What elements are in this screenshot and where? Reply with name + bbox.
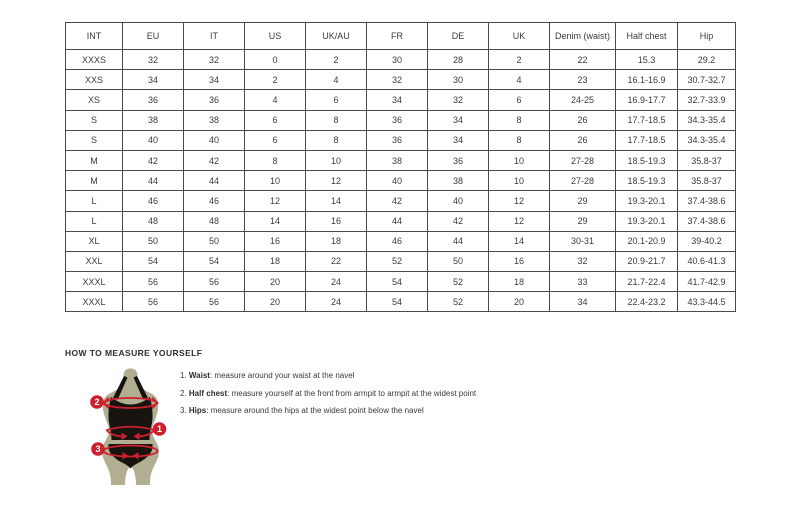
table-cell: 44	[123, 171, 184, 191]
table-row	[66, 70, 736, 90]
table-cell: 20	[245, 292, 306, 312]
size-chart-body	[66, 50, 736, 312]
badge-waist	[153, 422, 167, 436]
table-cell: 43.3-44.5	[678, 292, 736, 312]
table-cell: 18.5-19.3	[616, 150, 678, 170]
table-row	[66, 211, 736, 231]
table-cell: 14	[489, 231, 550, 251]
table-cell: 14	[306, 191, 367, 211]
table-cell: 12	[245, 191, 306, 211]
table-cell: 34	[123, 70, 184, 90]
table-cell: 29	[550, 191, 616, 211]
table-cell: 37.4-38.6	[678, 191, 736, 211]
table-cell: 50	[184, 231, 245, 251]
table-cell: 38	[123, 110, 184, 130]
item-text: : measure around your waist at the navel	[209, 371, 355, 380]
table-cell: 22.4-23.2	[616, 292, 678, 312]
table-cell: 16	[245, 231, 306, 251]
table-cell: 41.7-42.9	[678, 272, 736, 292]
table-row	[66, 130, 736, 150]
table-cell: 42	[184, 150, 245, 170]
table-cell: 24-25	[550, 90, 616, 110]
table-cell: 48	[123, 211, 184, 231]
table-cell: 56	[184, 272, 245, 292]
table-cell: 26	[550, 130, 616, 150]
table-row	[66, 90, 736, 110]
table-cell: 54	[123, 251, 184, 271]
table-cell: 42	[428, 211, 489, 231]
table-cell: 12	[489, 211, 550, 231]
item-label: Hips	[188, 406, 207, 415]
table-cell: 8	[489, 130, 550, 150]
table-cell: 52	[367, 251, 428, 271]
table-cell: M	[66, 150, 123, 170]
table-cell: 27-28	[550, 171, 616, 191]
table-row	[66, 231, 736, 251]
measure-instructions	[180, 371, 476, 424]
table-cell: 2	[306, 50, 367, 70]
table-cell: 33	[550, 272, 616, 292]
table-cell: 39-40.2	[678, 231, 736, 251]
table-cell: 18.5-19.3	[616, 171, 678, 191]
table-cell: 40	[428, 191, 489, 211]
column-header: DE	[428, 23, 489, 50]
table-cell: XXXS	[66, 50, 123, 70]
column-header: Half chest	[616, 23, 678, 50]
table-cell: 8	[245, 150, 306, 170]
badge-hips	[91, 442, 105, 456]
table-cell: 32	[428, 90, 489, 110]
table-cell: XS	[66, 90, 123, 110]
table-cell: 38	[428, 171, 489, 191]
table-cell: 8	[306, 110, 367, 130]
table-cell: 2	[489, 50, 550, 70]
svg-text:1: 1	[156, 424, 163, 435]
table-cell: L	[66, 211, 123, 231]
table-cell: 46	[184, 191, 245, 211]
table-cell: L	[66, 191, 123, 211]
table-row	[66, 150, 736, 170]
table-cell: 54	[367, 272, 428, 292]
table-cell: 34	[550, 292, 616, 312]
column-header: INT	[66, 23, 123, 50]
table-cell: 36	[367, 110, 428, 130]
table-cell: 32.7-33.9	[678, 90, 736, 110]
table-row	[66, 171, 736, 191]
table-cell: 37.4-38.6	[678, 211, 736, 231]
table-cell: 16.9-17.7	[616, 90, 678, 110]
table-cell: 44	[428, 231, 489, 251]
table-cell: 19.3-20.1	[616, 211, 678, 231]
table-cell: 2	[245, 70, 306, 90]
table-cell: 18	[489, 272, 550, 292]
column-header: US	[245, 23, 306, 50]
svg-text:2: 2	[94, 397, 100, 408]
measure-item-hips	[180, 406, 476, 415]
table-cell: 34	[428, 130, 489, 150]
item-label: Waist	[188, 371, 210, 380]
table-cell: 40	[184, 130, 245, 150]
table-cell: 34.3-35.4	[678, 110, 736, 130]
table-cell: 42	[123, 150, 184, 170]
table-cell: 18	[306, 231, 367, 251]
item-label: Half chest	[188, 388, 228, 398]
table-cell: 0	[245, 50, 306, 70]
table-cell: 32	[367, 70, 428, 90]
table-cell: 32	[184, 50, 245, 70]
table-cell: 6	[245, 130, 306, 150]
table-cell: XL	[66, 231, 123, 251]
table-cell: 12	[489, 191, 550, 211]
table-cell: 38	[184, 110, 245, 130]
table-row	[66, 292, 736, 312]
measure-item-half-chest	[180, 389, 476, 398]
table-row	[66, 50, 736, 70]
table-cell: 24	[306, 292, 367, 312]
table-cell: 20	[245, 272, 306, 292]
table-cell: 30	[367, 50, 428, 70]
item-number: 3.	[180, 406, 187, 415]
table-cell: 34	[367, 90, 428, 110]
table-cell: 34	[184, 70, 245, 90]
table-cell: 34	[428, 110, 489, 130]
table-cell: 32	[123, 50, 184, 70]
table-cell: 54	[184, 251, 245, 271]
size-chart-section	[65, 22, 735, 312]
table-cell: XXXL	[66, 272, 123, 292]
table-cell: 42	[367, 191, 428, 211]
table-cell: 20	[489, 292, 550, 312]
column-header: FR	[367, 23, 428, 50]
table-cell: 56	[123, 272, 184, 292]
table-cell: S	[66, 110, 123, 130]
badge-half-chest	[90, 395, 104, 409]
table-cell: 16	[489, 251, 550, 271]
table-cell: 30	[428, 70, 489, 90]
table-cell: 8	[306, 130, 367, 150]
mannequin-figure-icon	[78, 367, 183, 492]
table-cell: 48	[184, 211, 245, 231]
table-cell: 27-28	[550, 150, 616, 170]
measurement-illustration	[78, 367, 183, 492]
table-cell: 21.7-22.4	[616, 272, 678, 292]
table-cell: 16	[306, 211, 367, 231]
table-cell: 15.3	[616, 50, 678, 70]
table-cell: 16.1-16.9	[616, 70, 678, 90]
table-cell: 44	[367, 211, 428, 231]
column-header: IT	[184, 23, 245, 50]
table-cell: 20.1-20.9	[616, 231, 678, 251]
table-cell: 50	[428, 251, 489, 271]
table-cell: 46	[367, 231, 428, 251]
column-header: Hip	[678, 23, 736, 50]
column-header: UK	[489, 23, 550, 50]
table-cell: 44	[184, 171, 245, 191]
table-cell: 50	[123, 231, 184, 251]
table-row	[66, 251, 736, 271]
column-header: UK/AU	[306, 23, 367, 50]
table-cell: XXL	[66, 251, 123, 271]
table-cell: 4	[489, 70, 550, 90]
item-text: : measure yourself at the front from armpit to armpit at the widest point	[227, 388, 477, 398]
table-cell: 23	[550, 70, 616, 90]
table-cell: 40.6-41.3	[678, 251, 736, 271]
table-cell: 52	[428, 272, 489, 292]
measure-item-waist	[180, 371, 476, 380]
table-cell: 29	[550, 211, 616, 231]
table-cell: 26	[550, 110, 616, 130]
table-cell: 36	[184, 90, 245, 110]
table-cell: 10	[489, 171, 550, 191]
table-cell: 4	[306, 70, 367, 90]
table-cell: 6	[306, 90, 367, 110]
table-cell: 54	[367, 292, 428, 312]
table-cell: 46	[123, 191, 184, 211]
size-chart-table	[65, 22, 736, 312]
table-cell: 22	[550, 50, 616, 70]
table-cell: 10	[489, 150, 550, 170]
table-row	[66, 272, 736, 292]
table-cell: M	[66, 171, 123, 191]
column-header: EU	[123, 23, 184, 50]
table-cell: 36	[428, 150, 489, 170]
table-cell: 29.2	[678, 50, 736, 70]
table-cell: 28	[428, 50, 489, 70]
table-cell: 17.7-18.5	[616, 110, 678, 130]
table-cell: 17.7-18.5	[616, 130, 678, 150]
table-cell: 19.3-20.1	[616, 191, 678, 211]
table-cell: 30-31	[550, 231, 616, 251]
table-cell: 6	[245, 110, 306, 130]
table-row	[66, 110, 736, 130]
table-cell: 10	[245, 171, 306, 191]
column-header: Denim (waist)	[550, 23, 616, 50]
table-cell: 6	[489, 90, 550, 110]
table-row	[66, 191, 736, 211]
size-chart-header	[66, 23, 736, 50]
table-cell: 56	[184, 292, 245, 312]
item-number: 2.	[180, 388, 187, 398]
table-cell: 8	[489, 110, 550, 130]
table-cell: 18	[245, 251, 306, 271]
table-cell: 36	[123, 90, 184, 110]
table-cell: 22	[306, 251, 367, 271]
table-cell: 4	[245, 90, 306, 110]
table-cell: 40	[123, 130, 184, 150]
table-cell: 35.8-37	[678, 150, 736, 170]
table-cell: S	[66, 130, 123, 150]
table-cell: 40	[367, 171, 428, 191]
table-cell: 38	[367, 150, 428, 170]
table-cell: 12	[306, 171, 367, 191]
table-cell: XXXL	[66, 292, 123, 312]
item-number: 1.	[180, 371, 187, 380]
table-cell: XXS	[66, 70, 123, 90]
table-cell: 34.3-35.4	[678, 130, 736, 150]
table-cell: 30.7-32.7	[678, 70, 736, 90]
table-cell: 20.9-21.7	[616, 251, 678, 271]
table-cell: 32	[550, 251, 616, 271]
table-cell: 24	[306, 272, 367, 292]
table-cell: 35.8-37	[678, 171, 736, 191]
table-cell: 36	[367, 130, 428, 150]
table-cell: 10	[306, 150, 367, 170]
item-text: : measure around the hips at the widest point below the navel	[206, 406, 424, 415]
table-cell: 52	[428, 292, 489, 312]
table-cell: 14	[245, 211, 306, 231]
measure-section-title: HOW TO MEASURE YOURSELF	[65, 348, 203, 358]
svg-text:3: 3	[95, 444, 101, 455]
table-cell: 56	[123, 292, 184, 312]
header-row	[66, 23, 736, 50]
